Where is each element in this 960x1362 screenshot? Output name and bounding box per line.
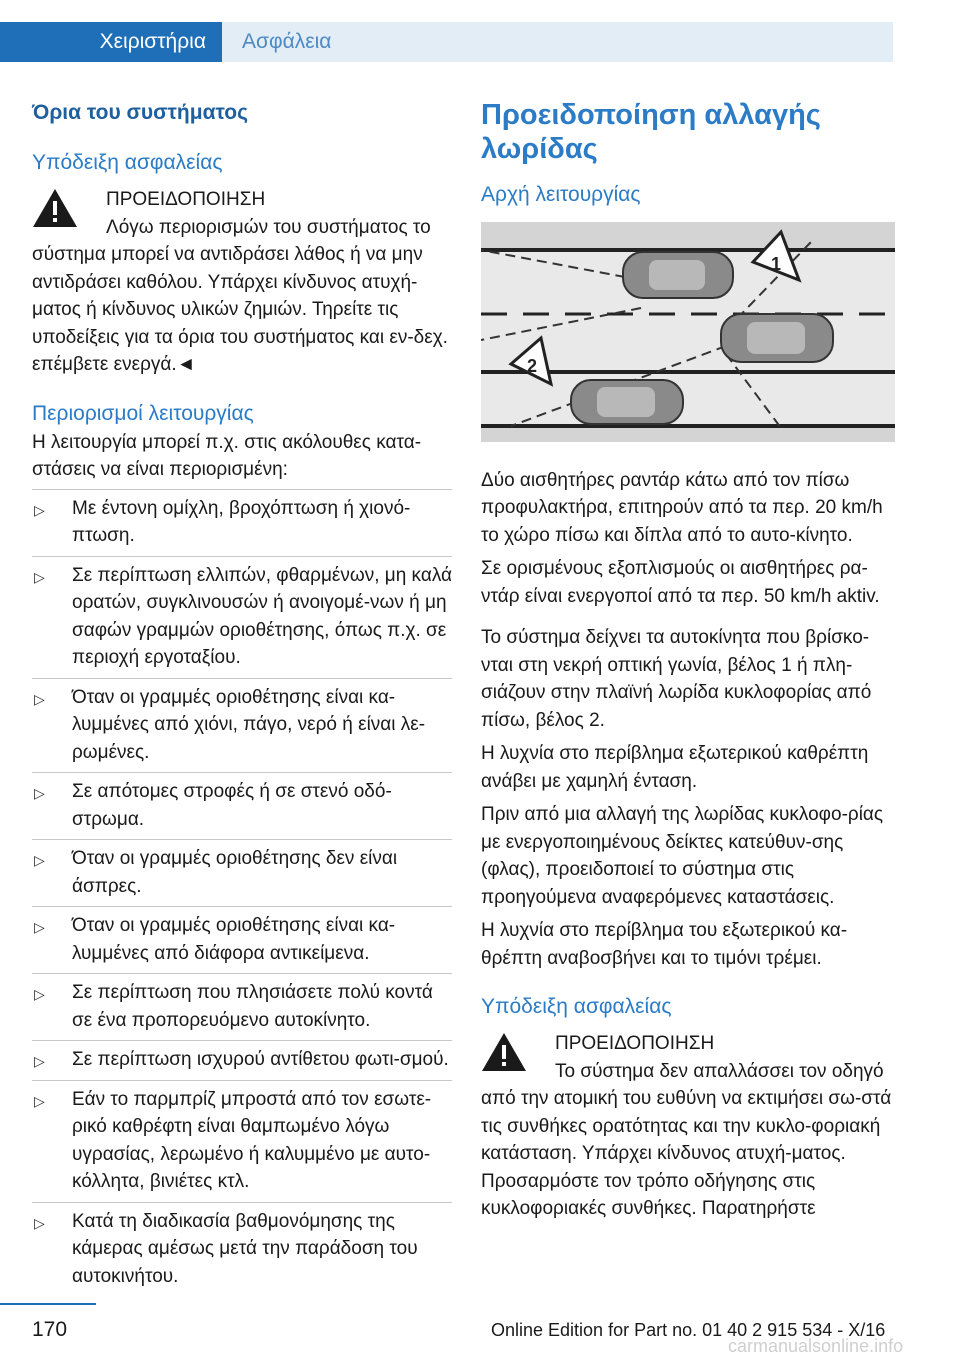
warning-text-right: από την ατομική του ευθύνη να εκτιμήσει σω-στά τις συνθήκες ορατότητας και την κυκλο-φοριακή κατάσταση. Υπάρχει κίνδυνος ατυχή-ματος. Προσαρμόστε τον τρόπο οδήγησης στις κυκλοφοριακές συνθήκες. Παρατηρήστε	[481, 1088, 892, 1219]
list-item: ▷ Με έντονη ομίχλη, βροχόπτωση ή χιονό-πτωση.	[32, 490, 452, 557]
warning-title-right: ΠΡΟΕΙΔΟΠΟΙΗΣΗ	[555, 1033, 715, 1054]
warning-text-first-line-right: Το σύστημα δεν απαλλάσσει τον οδηγό	[555, 1060, 884, 1082]
warning-triangle-icon	[32, 188, 78, 228]
list-item: ▷ Σε περίπτωση που πλησιάσετε πολύ κοντά σε ένα προπορευόμενο αυτοκίνητο.	[32, 974, 452, 1041]
list-item: ▷ Όταν οι γραμμές οριοθέτησης δεν είναι άσπρες.	[32, 840, 452, 907]
bullet-triangle-icon: ▷	[34, 852, 45, 868]
top-navigation	[0, 0, 960, 64]
watermark: carmanualsonline.info	[728, 1336, 904, 1356]
lane-change-paragraph: Πριν από μια αλλαγή της λωρίδας κυκλοφο-ρίας με ενεργοποιημένους δείκτες κατεύθυν-σης (φλας), προειδοποιεί το σύστημα στις προηγούμενα αναφερόμενες καταστάσεις.	[481, 804, 884, 908]
sensor-paragraph: Δύο αισθητήρες ραντάρ κάτω από τον πίσω προφυλακτήρα, επιτηρούν από τα περ. 20 km/h το χώρο πίσω και δίπλα από το αυτο-κίνητο.	[481, 469, 883, 546]
list-item: ▷ Σε απότομες στροφές ή σε στενό οδό-στρωμα.	[32, 773, 452, 840]
page-number: 170	[32, 1318, 68, 1341]
lane-change-diagram	[481, 222, 895, 442]
list-item: ▷ Σε περίπτωση ισχυρού αντίθετου φωτι-σμού.	[32, 1041, 452, 1081]
list-item: ▷ Κατά τη διαδικασία βαθμονόμησης της κάμερας αμέσως μετά την παράδοση του αυτοκινήτου.	[34, 1210, 418, 1287]
footer-divider	[0, 1303, 96, 1305]
warning-block	[32, 186, 452, 379]
limits-list	[32, 490, 452, 1297]
car-top-icon	[623, 252, 733, 298]
warning-triangle-icon	[481, 1032, 527, 1072]
bullet-triangle-icon: ▷	[34, 1092, 45, 1109]
warning-text: σύστημα μπορεί να αντιδράσει λάθος ή να μην αντιδράσει καθόλου. Υπάρχει κίνδυνος ατυχή-ματος ή κίνδυνος υλικών ζημιών. Τηρείτε τις υποδείξεις για τα όρια του συστήματος και εν-δεχ. επέμβετε ενεργά.◄	[32, 244, 448, 375]
bullet-triangle-icon: ▷	[34, 919, 45, 935]
tab-safety[interactable]: Ασφάλεια	[222, 22, 893, 62]
bullet-triangle-icon: ▷	[34, 690, 45, 707]
bullet-triangle-icon: ▷	[34, 785, 45, 801]
left-column	[32, 98, 452, 1296]
list-item: ▷ Όταν οι γραμμές οριοθέτησης είναι κα-λυμμένες από χιόνι, πάγο, νερό ή είναι λε-ρωμένες.	[32, 679, 452, 774]
bullet-triangle-icon: ▷	[34, 1053, 45, 1069]
function-limits-heading: Περιορισμοί λειτουργίας	[32, 401, 254, 425]
edition-text: Online Edition for Part no. 01 40 2 915 534 - X/16	[491, 1320, 886, 1340]
car-top-icon	[571, 380, 683, 424]
radar-active-paragraph: Σε ορισμένους εξοπλισμούς οι αισθητήρες ρα-ντάρ είναι ενεργοποί από τα περ. 50 km/h aktiv.	[481, 558, 880, 607]
warning-title: ΠΡΟΕΙΔΟΠΟΙΗΣΗ	[106, 189, 266, 210]
warning-text-first-line: Λόγω περιορισμών του συστήματος το	[106, 216, 431, 238]
warning-block-right	[481, 1030, 895, 1223]
blind-spot-paragraph: Το σύστημα δείχνει τα αυτοκίνητα που βρίσκο-νται στη νεκρή οπτική γωνία, βέλος 1 ή πλη-σιάζουν στην πλαϊνή λωρίδα κυκλοφορίας από πίσω, βέλος 2.	[481, 627, 872, 731]
bullet-triangle-icon: ▷	[34, 1214, 45, 1231]
lane-change-warning-heading: Προειδοποίηση αλλαγής λωρίδας	[481, 99, 821, 165]
right-column	[481, 98, 895, 1223]
car-top-icon	[721, 314, 833, 362]
list-item: ▷ Εάν το παρμπρίζ μπροστά από τον εσωτε-ρικό καθρέφτη είναι θαμπωμένο λόγω υγρασίας, λερωμένο ή καλυμμένο με αυτο-κόλλητα, βινιέτες κτλ.	[32, 1081, 452, 1203]
bullet-triangle-icon: ▷	[34, 986, 45, 1002]
bullet-triangle-icon: ▷	[34, 568, 45, 585]
arrow-2-label: 2	[527, 356, 538, 376]
mirror-light-paragraph: Η λυχνία στο περίβλημα εξωτερικού καθρέπτη ανάβει με χαμηλή ένταση.	[481, 743, 869, 792]
function-limits-intro: Η λειτουργία μπορεί π.χ. στις ακόλουθες κατα-στάσεις να είναι περιορισμένη:	[32, 429, 452, 490]
safety-note-heading-right: Υπόδειξη ασφαλείας	[481, 995, 672, 1018]
operating-principle-heading: Αρχή λειτουργίας	[481, 183, 641, 206]
list-item: ▷ Όταν οι γραμμές οριοθέτησης είναι κα-λυμμένες από διάφορα αντικείμενα.	[32, 907, 452, 974]
list-item: ▷ Σε περίπτωση ελλιπών, φθαρμένων, μη καλά ορατών, συγκλινουσών ή ανοιγομέ-νων ή μη σαφών γραμμών οριοθέτησης, όπως π.χ. σε περιοχή εργοταξίου.	[32, 557, 452, 679]
bullet-triangle-icon: ▷	[34, 501, 45, 518]
safety-note-heading: Υπόδειξη ασφαλείας	[32, 151, 223, 174]
tab-controls[interactable]: Χειριστήρια	[0, 22, 222, 62]
arrow-1-label: 1	[771, 254, 782, 274]
flashing-light-paragraph: Η λυχνία στο περίβλημα του εξωτερικού κα-θρέπτη αναβοσβήνει και το τιμόνι τρέμει.	[481, 920, 848, 969]
system-limits-heading: Όρια του συστήματος	[32, 101, 249, 124]
